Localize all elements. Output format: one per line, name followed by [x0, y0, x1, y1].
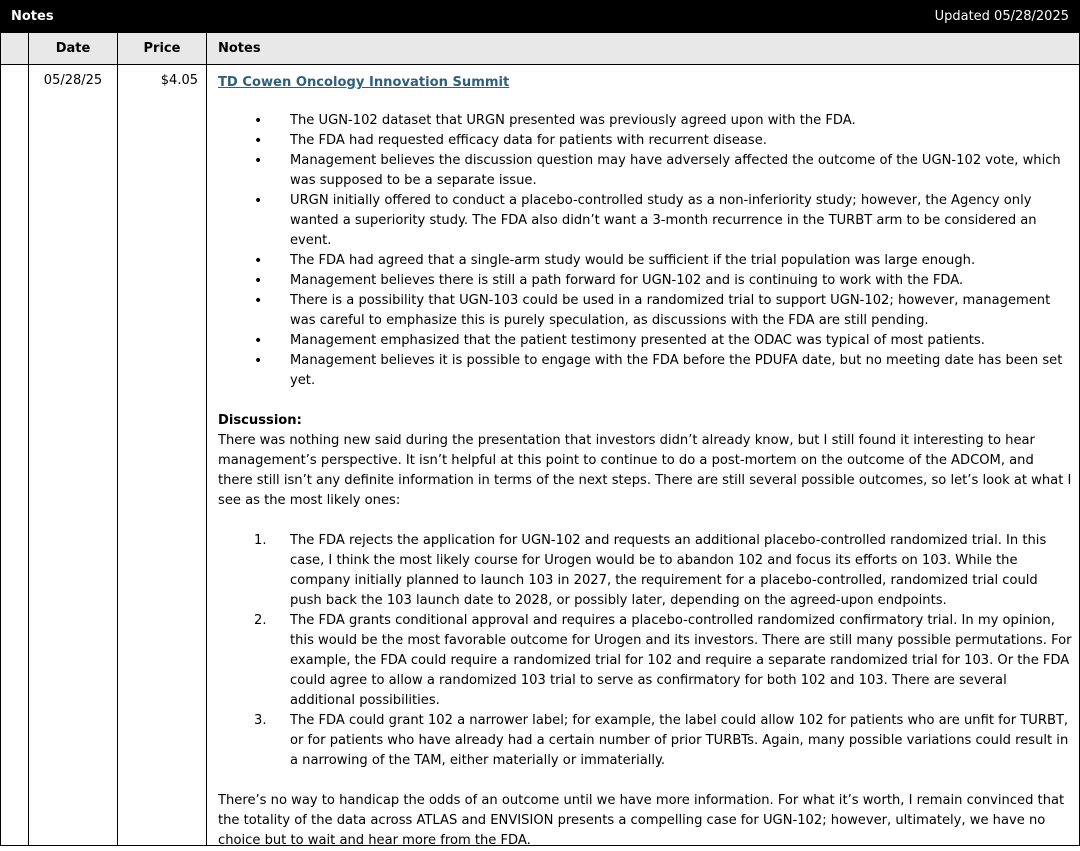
- list-item: • The FDA had agreed that a single-arm study would be sufficient if the trial population was large enough.: [254, 253, 976, 269]
- bullet-icon: •: [254, 253, 263, 269]
- discussion-text: There was nothing new said during the presentation that investors didn’t already know, but I still found it interesting to hear management’s perspective. It isn’t helpful at this point to continue to do a post-mortem on the outcome of the ADCOM, and there still isn’t any definite information in terms of the next steps. There are still several possible outcomes, so let’s look at what I see as the most likely ones:: [218, 433, 1072, 508]
- entry-price: $4.05: [160, 73, 198, 88]
- entry-notes: [218, 73, 1072, 851]
- bullet-list: [218, 111, 1072, 391]
- column-divider: [28, 65, 29, 845]
- list-item: • Management believes there is still a path forward for UGN-102 and is continuing to work with the FDA.: [254, 273, 964, 289]
- list-item: 2. The FDA grants conditional approval and requires a placebo-controlled randomized confirmatory trial. In my opinion, this would be the most favorable outcome for Urogen and its investors. There are still many possible permutations. For example, the FDA could require a randomized trial for 102 and require a separate randomized trial for 103. Or the FDA could agree to allow a randomized 103 trial to serve as confirmatory for both 102 and 103. There are several additional possibilities.: [254, 613, 1072, 708]
- bullet-icon: •: [254, 353, 263, 369]
- bullet-icon: •: [254, 153, 263, 169]
- bullet-icon: •: [254, 273, 263, 289]
- column-header-price: Price: [143, 41, 181, 56]
- list-item: • Management emphasized that the patient testimony presented at the ODAC was typical of most patients.: [254, 333, 985, 349]
- list-item: • The FDA had requested efficacy data for patients with recurrent disease.: [254, 133, 767, 149]
- closing-paragraph: There’s no way to handicap the odds of an outcome until we have more information. For what it’s worth, I remain convinced that the totality of the data across ATLAS and ENVISION presents a compelling case for UGN-102; however, ultimately, we have no choice but to wait and hear more from the FDA.: [218, 793, 1065, 848]
- list-item: • There is a possibility that UGN-103 could be used in a randomized trial to support UGN-102; however, management was careful to emphasize this is purely speculation, as discussions with the FDA are still pending.: [254, 293, 1051, 328]
- event-link[interactable]: TD Cowen Oncology Innovation Summit: [218, 75, 510, 90]
- table-row: [0, 65, 1080, 846]
- bullet-icon: •: [254, 133, 263, 149]
- outcome-list: [218, 531, 1072, 771]
- page-title: Notes: [11, 9, 54, 24]
- column-divider: [206, 65, 207, 845]
- column-header-notes: Notes: [218, 41, 261, 56]
- bullet-icon: •: [254, 333, 263, 349]
- notes-title-bar: [0, 0, 1080, 33]
- list-item: • URGN initially offered to conduct a placebo-controlled study as a non-inferiority study; however, the Agency only wanted a superiority study. The FDA also didn’t want a 3-month recurrence in the TURBT arm to be considered an event.: [254, 193, 1037, 248]
- column-divider: [117, 65, 118, 845]
- column-header-date: Date: [55, 41, 91, 56]
- list-item: • Management believes the discussion question may have adversely affected the outcome of the UGN-102 vote, which was supposed to be a separate issue.: [254, 153, 1061, 188]
- updated-date: Updated 05/28/2025: [934, 9, 1069, 24]
- list-item: • The UGN-102 dataset that URGN presented was previously agreed upon with the FDA.: [254, 113, 856, 129]
- bullet-icon: •: [254, 193, 263, 209]
- list-item: 3. The FDA could grant 102 a narrower label; for example, the label could allow 102 for patients who are unfit for TURBT, or for patients who have already had a certain number of prior TURBTs. Again, many possible variations could result in a narrowing of the TAM, either materially or immaterially.: [254, 713, 1069, 768]
- bullet-icon: •: [254, 113, 263, 129]
- column-divider: [206, 33, 207, 64]
- entry-date: 05/28/25: [43, 73, 103, 88]
- table-header-row: [0, 33, 1080, 65]
- discussion-heading: Discussion:: [218, 413, 302, 428]
- bullet-icon: •: [254, 293, 263, 309]
- list-item: • Management believes it is possible to engage with the FDA before the PDUFA date, but no meeting date has been set yet.: [254, 353, 1063, 388]
- list-item: 1. The FDA rejects the application for UGN-102 and requests an additional placebo-controlled randomized trial. In this case, I think the most likely course for Urogen would be to abandon 102 and focus its efforts on 103. While the company initially planned to launch 103 in 2027, the requirement for a placebo-controlled, randomized trial could push back the 103 launch date to 2028, or possibly later, depending on the agreed-upon endpoints.: [254, 533, 1047, 608]
